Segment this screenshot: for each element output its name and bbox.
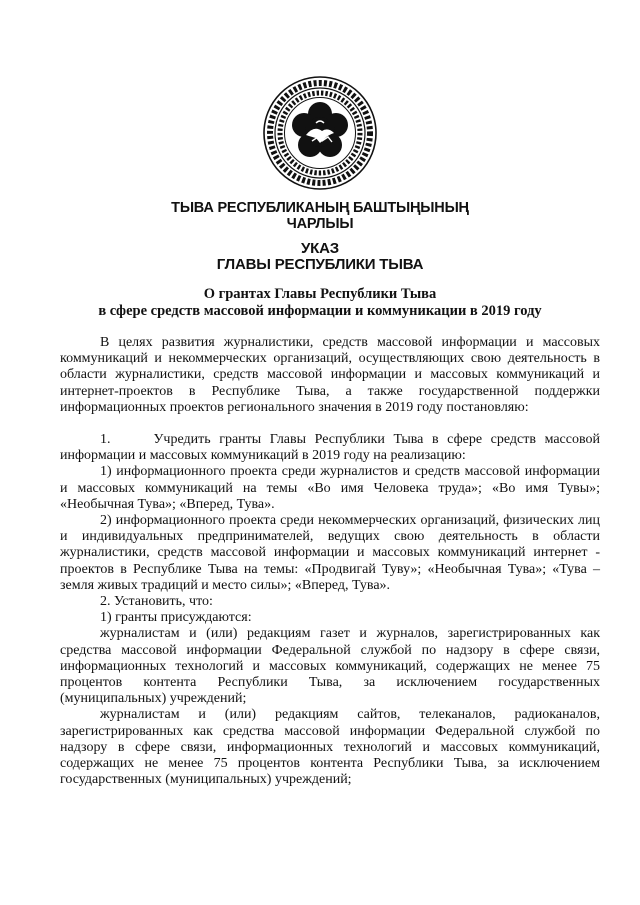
document-title-line2: в сфере средств массовой информации и коммуникации в 2019 году [98, 303, 542, 319]
clause-2-paragraph: 2. Установить, что: [100, 594, 213, 610]
clause-1-paragraph: 1. Учредить гранты Главы Республики Тыва в сфере средств массовой информации и массовых коммуникаций в 2019 году на реализацию: [60, 432, 600, 464]
heading-tyva-line2: ЧАРЛЫЫ [286, 216, 354, 232]
clause-1-item-2: 2) информационного проекта среди некоммерческих организаций, физических лиц и индивидуальных предпринимателей, ведущих свою деятельность в области журналистики, средств массовой информации и массовых коммуникаций интернет - проектов в Республике Тыва на темы: «Продвигай Туву»; «Необычная Тува»; «Тува – земля живых традиций и место силы»; «Вперед, Тува». [60, 513, 600, 593]
tyva-emblem-icon [262, 75, 378, 191]
clause-1-item-1: 1) информационного проекта среди журналистов и средств массовой информации и массовых коммуникаций на темы «Во имя Человека труда»; «Во имя Тувы»; «Необычная Тува»; «Вперед, Тува». [60, 464, 600, 512]
heading-glava: ГЛАВЫ РЕСПУБЛИКИ ТЫВА [216, 256, 424, 273]
paragraph-gap [60, 416, 600, 432]
heading-ukaz: УКАЗ [301, 240, 339, 257]
grant-recipients-newspapers: журналистам и (или) редакциям газет и журналов, зарегистрированных как средства массовой информации Федеральной службой по надзору в сфере связи, информационных технологий и массовых коммуникаций, содержащих не менее 75 процентов контента Республики Тыва, за исключением государственных (муниципальных) учреждений; [60, 626, 600, 707]
document-body [60, 335, 600, 788]
grant-recipients-websites: журналистам и (или) редакциям сайтов, телеканалов, радиоканалов, зарегистрированных как средства массовой информации Федеральной службой по надзору в сфере связи, информационных технологий и массовых коммуникаций, содержащих не менее 75 процентов контента Республики Тыва, за исключением государственных (муниципальных) учреждений; [60, 707, 600, 788]
clause-2-item-1: 1) гранты присуждаются: [100, 610, 252, 626]
document-title-line1: О грантах Главы Республики Тыва [203, 286, 437, 302]
heading-tyva-line1: ТЫВА РЕСПУБЛИКАНЫҢ БАШТЫҢЫНЫҢ [171, 200, 469, 216]
preamble-paragraph: В целях развития журналистики, средств массовой информации и массовых коммуникаций и некоммерческих организаций, осуществляющих свою деятельность в области журналистики, средств массовой информации и массовых коммуникаций и интернет-проектов в Республике Тыва, а также государственной поддержки информационных проектов регионального значения в 2019 году постановляю: [60, 335, 600, 415]
